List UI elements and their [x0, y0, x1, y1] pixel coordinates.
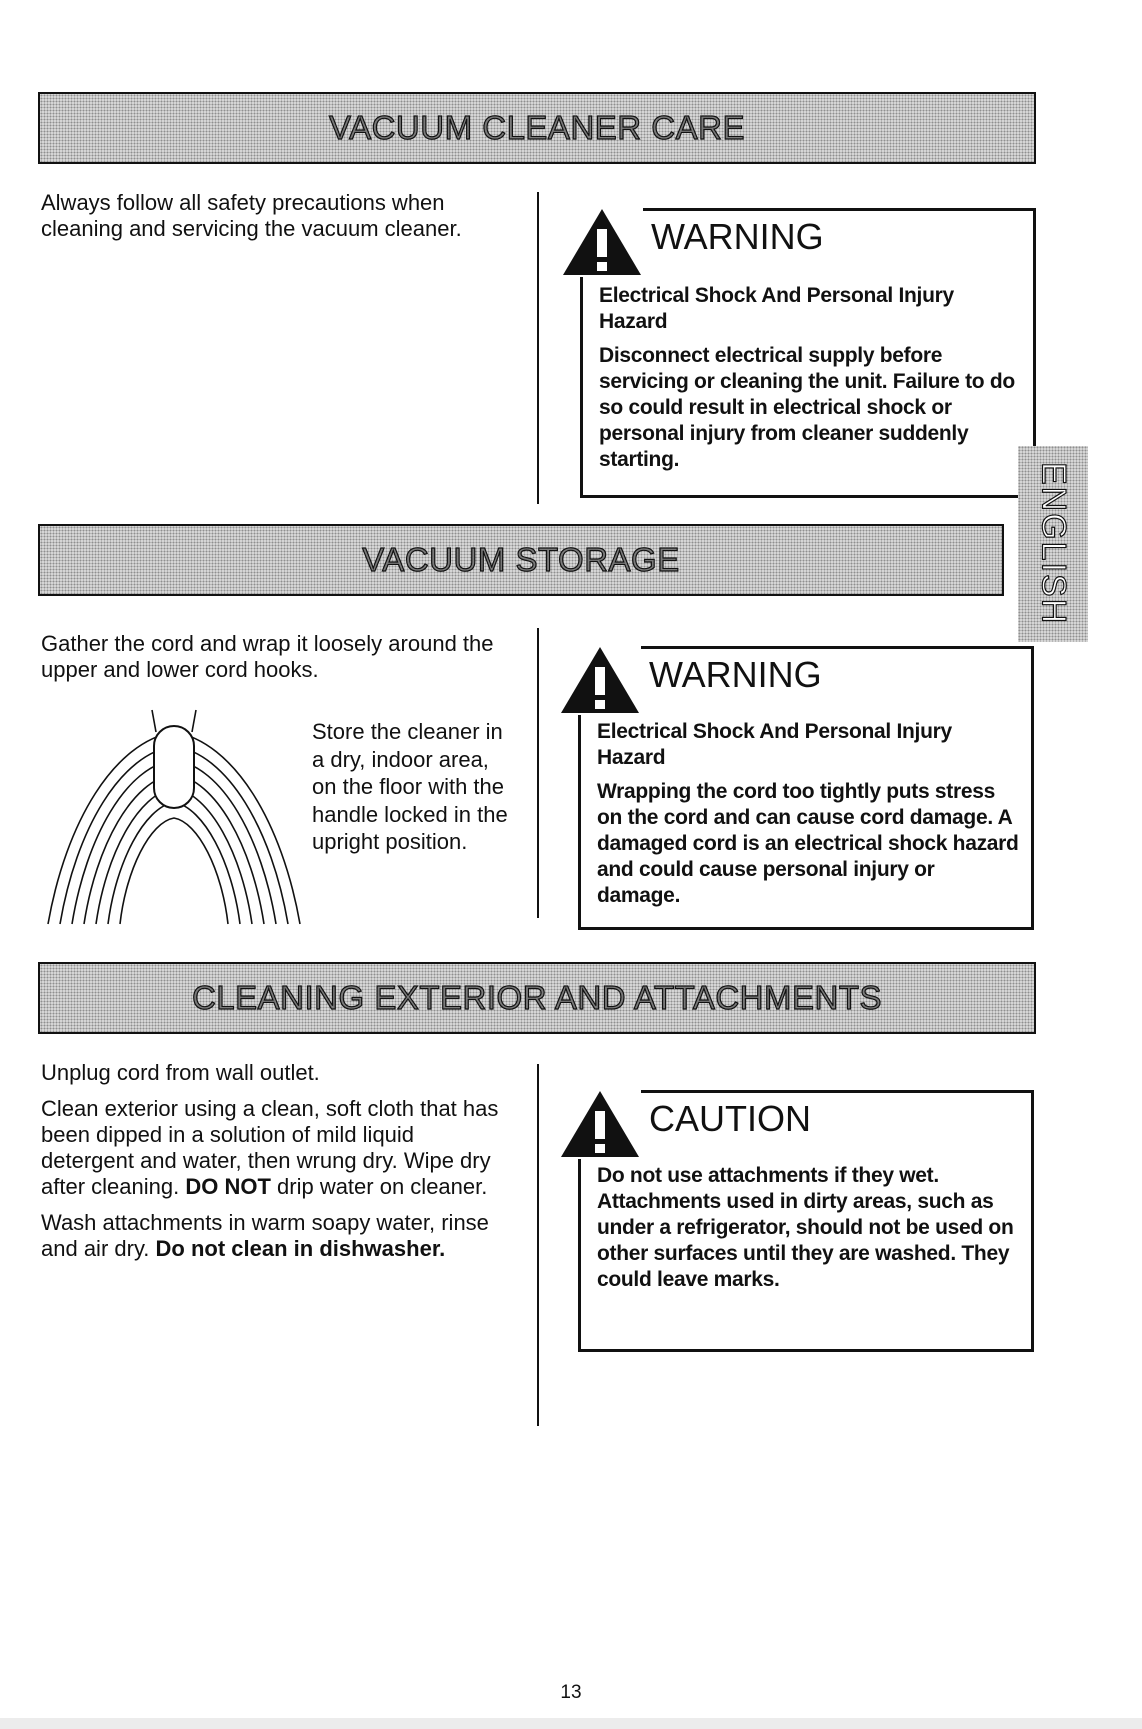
cord-hook-illustration — [44, 702, 306, 926]
storage-warning-subtitle: Electrical Shock And Personal Injury Hazard — [597, 720, 952, 769]
column-divider — [537, 628, 539, 918]
language-tab — [1018, 446, 1088, 642]
care-warning-title: WARNING — [651, 216, 824, 257]
cleaning-caution-content — [597, 1163, 1021, 1301]
storage-warning-text: Wrapping the cord too tightly puts stress on the cord and can cause cord damage. A damaged cord is an electrical shock hazard and could cause personal injury or damage. — [597, 780, 1019, 907]
section-heading-cleaning: CLEANING EXTERIOR AND ATTACHMENTS — [191, 979, 883, 1016]
cleaning-exterior-text: Clean exterior using a clean, soft cloth that has been dipped in a solution of mild liquid detergent and water, then wrung dry. Wipe dry after cleaning. — [41, 1096, 499, 1199]
cleaning-exterior-tail: drip water on cleaner. — [277, 1174, 488, 1199]
column-divider — [537, 1064, 539, 1426]
page-number: 13 — [560, 1682, 582, 1703]
storage-instructions-text: Store the cleaner in a dry, indoor area, on the floor with the handle locked in the upright position. — [312, 719, 508, 854]
warning-triangle-icon — [559, 643, 641, 715]
storage-warning-content — [597, 719, 1021, 917]
cleaning-exterior-emphasis: DO NOT — [185, 1174, 271, 1199]
cleaning-step-unplug: Unplug cord from wall outlet. — [41, 1060, 320, 1085]
care-warning-subtitle: Electrical Shock And Personal Injury Hazard — [599, 284, 954, 333]
care-warning-content — [599, 283, 1023, 481]
warning-triangle-icon — [561, 205, 643, 277]
storage-intro-text: Gather the cord and wrap it loosely around the upper and lower cord hooks. — [41, 631, 494, 682]
language-tab-label: ENGLISH — [1034, 462, 1073, 626]
section-heading-care: VACUUM CLEANER CARE — [329, 109, 745, 146]
cleaning-caution-box — [578, 1090, 1034, 1352]
storage-warning-box — [578, 646, 1034, 930]
care-intro-text: Always follow all safety precautions when cleaning and servicing the vacuum cleaner. — [41, 190, 462, 241]
cleaning-attachments-emphasis: Do not clean in dishwasher. — [155, 1236, 446, 1261]
care-intro — [41, 190, 521, 252]
cleaning-caution-title: CAUTION — [649, 1098, 811, 1139]
storage-intro — [41, 631, 521, 693]
warning-triangle-icon — [559, 1087, 641, 1159]
section-banner-care — [38, 92, 1036, 164]
care-warning-box — [580, 208, 1036, 498]
column-divider — [537, 192, 539, 504]
storage-instructions — [312, 718, 512, 866]
cleaning-step-exterior — [41, 1096, 511, 1200]
care-warning-text: Disconnect electrical supply before servicing or cleaning the unit. Failure to do so could result in electrical shock or personal injury from cleaner suddenly starting. — [599, 344, 1015, 471]
section-heading-storage: VACUUM STORAGE — [362, 541, 680, 578]
cleaning-text — [41, 1060, 511, 1272]
page-bottom-edge — [0, 1718, 1142, 1729]
storage-warning-title: WARNING — [649, 654, 822, 695]
section-banner-storage — [38, 524, 1004, 596]
cleaning-attachments-text: Wash attachments in warm soapy water, rinse and air dry. — [41, 1210, 489, 1261]
cleaning-step-attachments — [41, 1210, 511, 1262]
section-banner-cleaning — [38, 962, 1036, 1034]
cleaning-caution-text: Do not use attachments if they wet. Attachments used in dirty areas, such as under a refrigerator, should not be used on other surfaces until they are washed. They could leave marks. — [597, 1164, 1014, 1291]
